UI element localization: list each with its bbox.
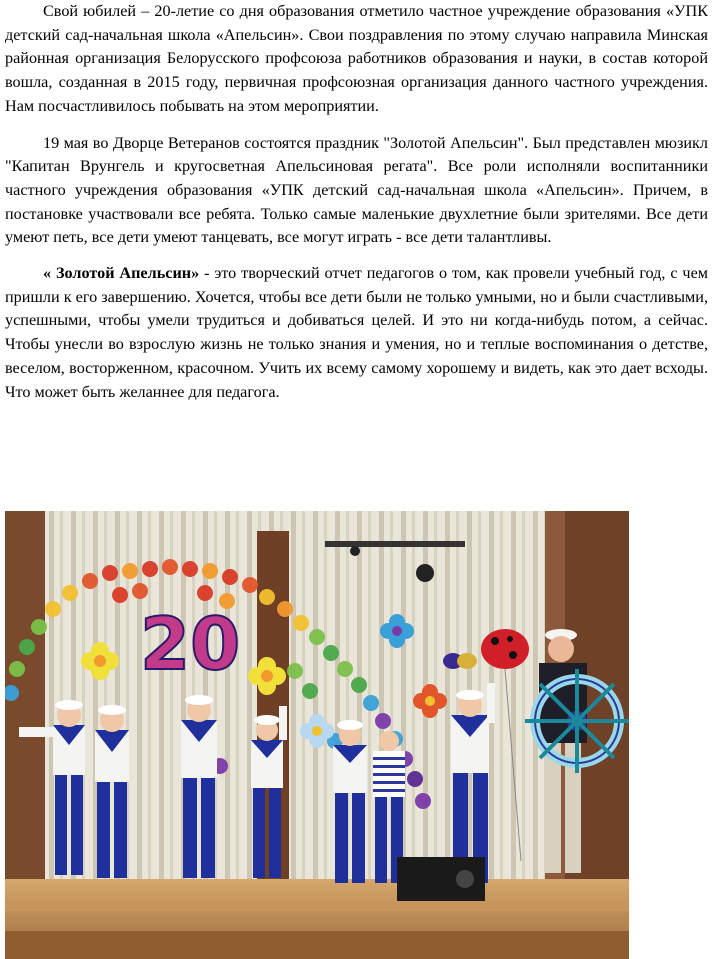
paragraph-anniversary: Свой юбилей – 20-летие со дня образования отметило частное учреждение образования «УПК детский сад-начальная школа «Апельсин». Свои поздравления по этому случаю направила Минская районная организация Белорусского профсоюза работников образования и науки, в состав которой вошла, созданная в 2015 году, первичная профсоюзная организация данного частного учреждения. Нам посчастливилось побывать на этом мероприятии. bbox=[5, 2, 708, 115]
stage-photo-illustration bbox=[5, 511, 629, 959]
event-name: « Золотой Апельсин» bbox=[43, 264, 200, 283]
paragraph-report-text: - это творческий отчет педагогов о том, как провели учебный год, с чем пришли к его завершению. Хочется, чтобы все дети были не только умными, но и были счастливыми, успешными, чтобы умели трудиться и добиваться целей. И это ни когда-нибудь потом, а сейчас. Чтобы унесли во взрослую жизнь не только знания и умения, но и теплые воспоминания о детстве, веселом, восторженном, красочном. Учить их всему самому хорошему и видеть, как это дает всходы. Что может быть желаннее для педагога. bbox=[5, 264, 708, 401]
ship-wheel bbox=[525, 669, 629, 773]
paragraph-report bbox=[5, 262, 708, 404]
stage-photo bbox=[5, 511, 629, 959]
stage-number: 20 bbox=[140, 602, 241, 686]
article bbox=[5, 0, 708, 404]
butterfly-balloon bbox=[443, 653, 477, 669]
paragraph-celebration: 19 мая во Дворце Ветеранов состоятся праздник "Золотой Апельсин". Был представлен мюзикл "Капитан Врунгель и кругосветная Апельсиновая регата". Все роли исполняли воспитанники частного учреждения образования «УПК детский сад-начальная школа «Апельсин». Причем, в постановке участвовали все ребята. Только самые маленькие двухлетние были зрителями. Все дети умеют петь, все дети умеют танцевать, все могут играть - все дети талантливы. bbox=[5, 133, 708, 247]
